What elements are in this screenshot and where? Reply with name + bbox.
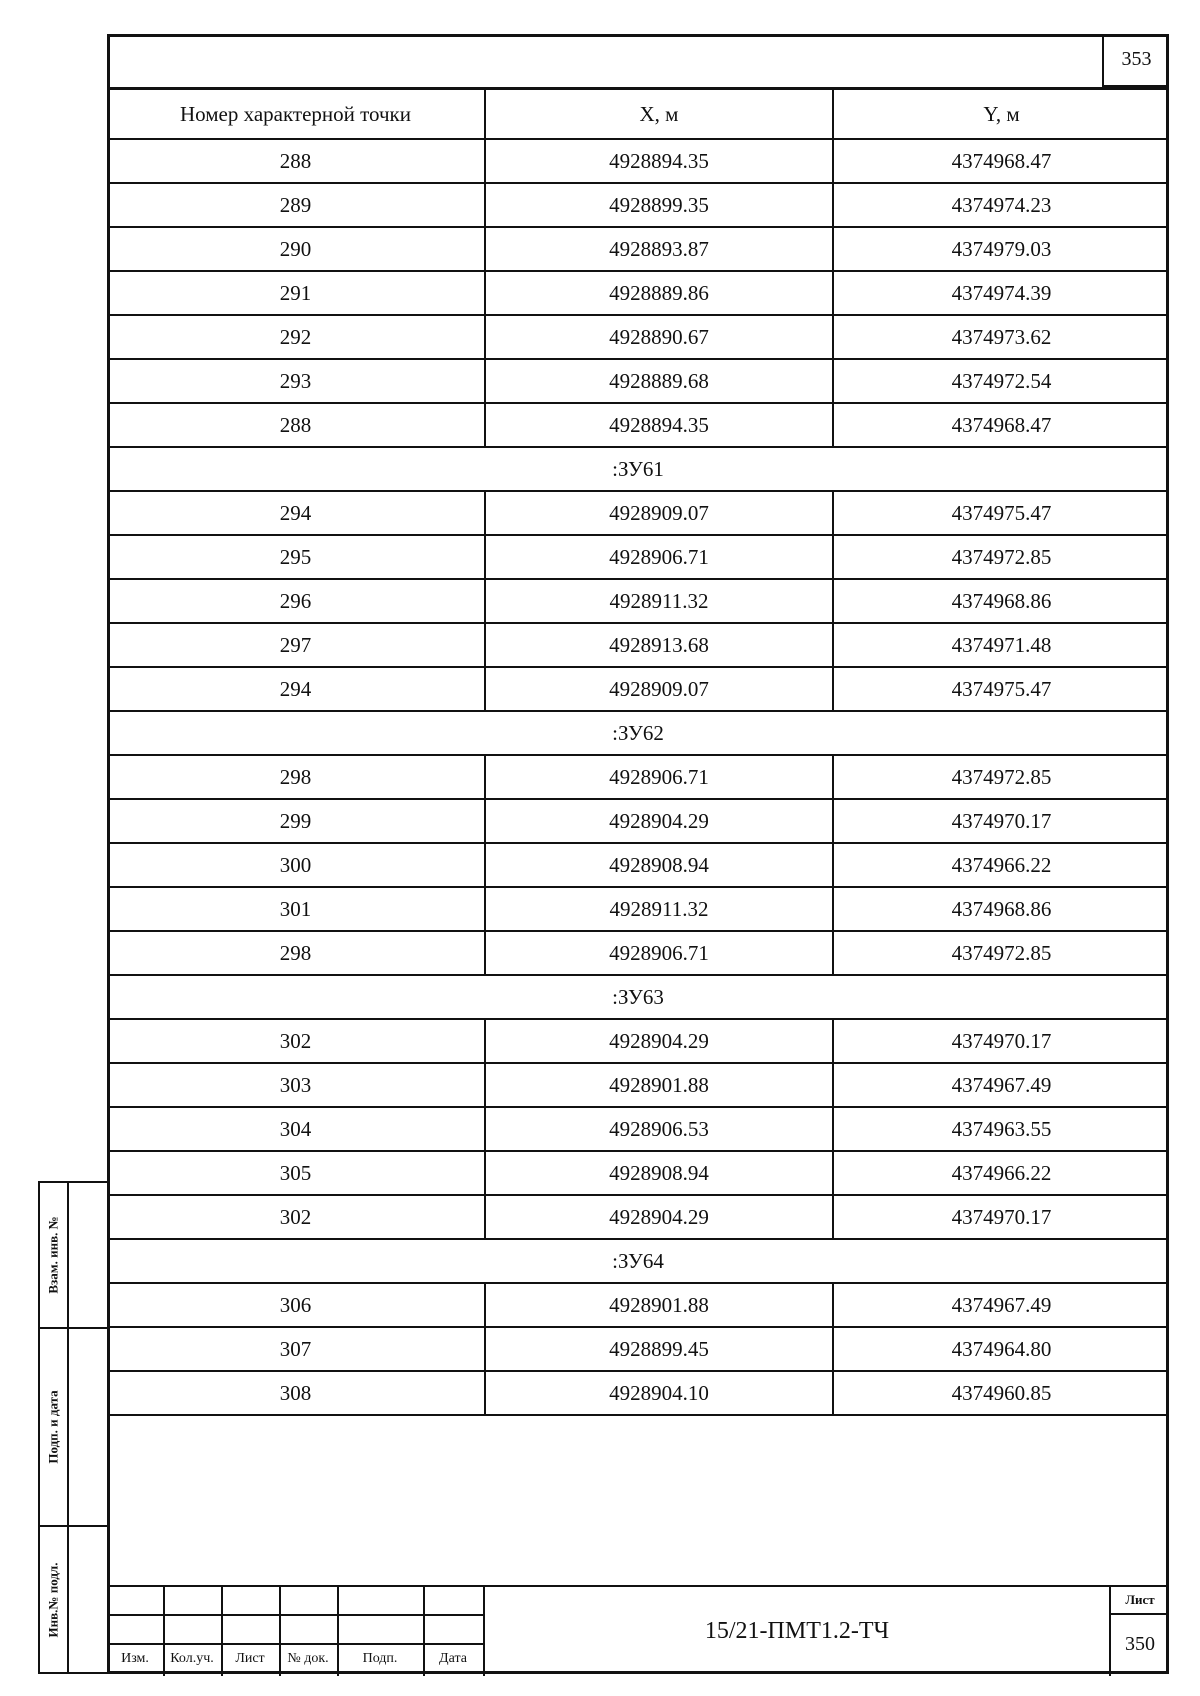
x-coordinate-cell: 4928889.86 <box>485 271 833 315</box>
y-coordinate-cell: 4374960.85 <box>833 1371 1169 1415</box>
table-row <box>107 1195 1169 1239</box>
table-row <box>107 623 1169 667</box>
section-row <box>107 711 1169 755</box>
label-kol-uch: Кол.уч. <box>170 1651 214 1666</box>
side-stamp-inv-orig <box>38 1525 107 1674</box>
y-coordinate-cell: 4374968.86 <box>833 579 1169 623</box>
header-x: X, м <box>485 89 833 139</box>
label-izm: Изм. <box>121 1651 149 1666</box>
y-coordinate-cell: 4374968.86 <box>833 887 1169 931</box>
table-row <box>107 887 1169 931</box>
y-coordinate-cell: 4374970.17 <box>833 1195 1169 1239</box>
x-coordinate-cell: 4928894.35 <box>485 139 833 183</box>
x-coordinate-cell: 4928894.35 <box>485 403 833 447</box>
x-coordinate-cell: 4928906.71 <box>485 535 833 579</box>
x-coordinate-cell: 4928904.10 <box>485 1371 833 1415</box>
top-page-number: 353 <box>1102 34 1169 87</box>
y-coordinate-cell: 4374968.47 <box>833 403 1169 447</box>
point-number-cell: 290 <box>107 227 485 271</box>
y-coordinate-cell: 4374972.85 <box>833 535 1169 579</box>
point-number-cell: 306 <box>107 1283 485 1327</box>
label-list: Лист <box>235 1651 265 1666</box>
x-coordinate-cell: 4928908.94 <box>485 1151 833 1195</box>
table-row <box>107 1371 1169 1415</box>
point-number-cell: 297 <box>107 623 485 667</box>
section-row <box>107 1239 1169 1283</box>
table-header-row <box>107 89 1169 139</box>
side-stamp-sign-date <box>38 1327 107 1527</box>
x-coordinate-cell: 4928906.71 <box>485 931 833 975</box>
y-coordinate-cell: 4374970.17 <box>833 799 1169 843</box>
point-number-cell: 305 <box>107 1151 485 1195</box>
point-number-cell: 307 <box>107 1327 485 1371</box>
x-coordinate-cell: 4928890.67 <box>485 315 833 359</box>
table-row <box>107 403 1169 447</box>
sheet-cell <box>1109 1587 1169 1676</box>
table-row <box>107 491 1169 535</box>
point-number-cell: 296 <box>107 579 485 623</box>
point-number-cell: 301 <box>107 887 485 931</box>
y-coordinate-cell: 4374967.49 <box>833 1283 1169 1327</box>
side-stamp-label: Подп. и дата <box>45 1390 61 1464</box>
section-row <box>107 975 1169 1019</box>
x-coordinate-cell: 4928901.88 <box>485 1063 833 1107</box>
table-row <box>107 535 1169 579</box>
point-number-cell: 291 <box>107 271 485 315</box>
x-coordinate-cell: 4928909.07 <box>485 667 833 711</box>
label-date: Дата <box>439 1651 467 1666</box>
y-coordinate-cell: 4374967.49 <box>833 1063 1169 1107</box>
x-coordinate-cell: 4928906.71 <box>485 755 833 799</box>
table-row <box>107 1019 1169 1063</box>
x-coordinate-cell: 4928911.32 <box>485 579 833 623</box>
table-row <box>107 1327 1169 1371</box>
coordinates-table <box>107 88 1169 1416</box>
x-coordinate-cell: 4928904.29 <box>485 1195 833 1239</box>
sheet-label: Лист <box>1111 1587 1169 1615</box>
table-row <box>107 755 1169 799</box>
y-coordinate-cell: 4374974.39 <box>833 271 1169 315</box>
y-coordinate-cell: 4374971.48 <box>833 623 1169 667</box>
header-y: Y, м <box>833 89 1169 139</box>
side-stamp-label: Взам. инв. № <box>45 1216 61 1294</box>
point-number-cell: 300 <box>107 843 485 887</box>
x-coordinate-cell: 4928913.68 <box>485 623 833 667</box>
point-number-cell: 288 <box>107 403 485 447</box>
title-block <box>107 1585 1169 1674</box>
y-coordinate-cell: 4374974.23 <box>833 183 1169 227</box>
table-row <box>107 579 1169 623</box>
section-label: :ЗУ64 <box>107 1239 1169 1283</box>
point-number-cell: 308 <box>107 1371 485 1415</box>
label-signature: Подп. <box>362 1651 398 1666</box>
label-doc-number: № док. <box>287 1651 329 1666</box>
y-coordinate-cell: 4374966.22 <box>833 1151 1169 1195</box>
table-row <box>107 359 1169 403</box>
point-number-cell: 298 <box>107 755 485 799</box>
y-coordinate-cell: 4374970.17 <box>833 1019 1169 1063</box>
y-coordinate-cell: 4374975.47 <box>833 491 1169 535</box>
section-row <box>107 447 1169 491</box>
table-row <box>107 183 1169 227</box>
table-row <box>107 315 1169 359</box>
table-row <box>107 931 1169 975</box>
table-row <box>107 1063 1169 1107</box>
table-row <box>107 1283 1169 1327</box>
x-coordinate-cell: 4928906.53 <box>485 1107 833 1151</box>
x-coordinate-cell: 4928899.45 <box>485 1327 833 1371</box>
point-number-cell: 294 <box>107 491 485 535</box>
side-stamp-replace-inv <box>38 1181 107 1329</box>
point-number-cell: 289 <box>107 183 485 227</box>
table-row <box>107 667 1169 711</box>
y-coordinate-cell: 4374973.62 <box>833 315 1169 359</box>
point-number-cell: 298 <box>107 931 485 975</box>
table-row <box>107 227 1169 271</box>
table-row <box>107 271 1169 315</box>
point-number-cell: 303 <box>107 1063 485 1107</box>
y-coordinate-cell: 4374972.85 <box>833 755 1169 799</box>
x-coordinate-cell: 4928904.29 <box>485 799 833 843</box>
document-code: 15/21-ПМТ1.2-ТЧ <box>483 1587 1109 1676</box>
header-point-number: Номер характерной точки <box>107 89 485 139</box>
table-row <box>107 1107 1169 1151</box>
section-label: :ЗУ62 <box>107 711 1169 755</box>
point-number-cell: 304 <box>107 1107 485 1151</box>
section-label: :ЗУ61 <box>107 447 1169 491</box>
point-number-cell: 299 <box>107 799 485 843</box>
sheet-number: 350 <box>1125 1632 1155 1655</box>
y-coordinate-cell: 4374968.47 <box>833 139 1169 183</box>
y-coordinate-cell: 4374964.80 <box>833 1327 1169 1371</box>
point-number-cell: 302 <box>107 1019 485 1063</box>
point-number-cell: 302 <box>107 1195 485 1239</box>
y-coordinate-cell: 4374972.54 <box>833 359 1169 403</box>
x-coordinate-cell: 4928909.07 <box>485 491 833 535</box>
table-row <box>107 1151 1169 1195</box>
point-number-cell: 288 <box>107 139 485 183</box>
y-coordinate-cell: 4374975.47 <box>833 667 1169 711</box>
x-coordinate-cell: 4928889.68 <box>485 359 833 403</box>
x-coordinate-cell: 4928893.87 <box>485 227 833 271</box>
y-coordinate-cell: 4374972.85 <box>833 931 1169 975</box>
table-row <box>107 799 1169 843</box>
side-stamp-label: Инв.№ подл. <box>45 1562 61 1637</box>
table-row <box>107 843 1169 887</box>
title-block-grid <box>107 1587 483 1676</box>
y-coordinate-cell: 4374979.03 <box>833 227 1169 271</box>
x-coordinate-cell: 4928901.88 <box>485 1283 833 1327</box>
x-coordinate-cell: 4928904.29 <box>485 1019 833 1063</box>
point-number-cell: 294 <box>107 667 485 711</box>
y-coordinate-cell: 4374966.22 <box>833 843 1169 887</box>
y-coordinate-cell: 4374963.55 <box>833 1107 1169 1151</box>
x-coordinate-cell: 4928911.32 <box>485 887 833 931</box>
table-row <box>107 139 1169 183</box>
point-number-cell: 295 <box>107 535 485 579</box>
section-label: :ЗУ63 <box>107 975 1169 1019</box>
x-coordinate-cell: 4928899.35 <box>485 183 833 227</box>
x-coordinate-cell: 4928908.94 <box>485 843 833 887</box>
point-number-cell: 292 <box>107 315 485 359</box>
point-number-cell: 293 <box>107 359 485 403</box>
